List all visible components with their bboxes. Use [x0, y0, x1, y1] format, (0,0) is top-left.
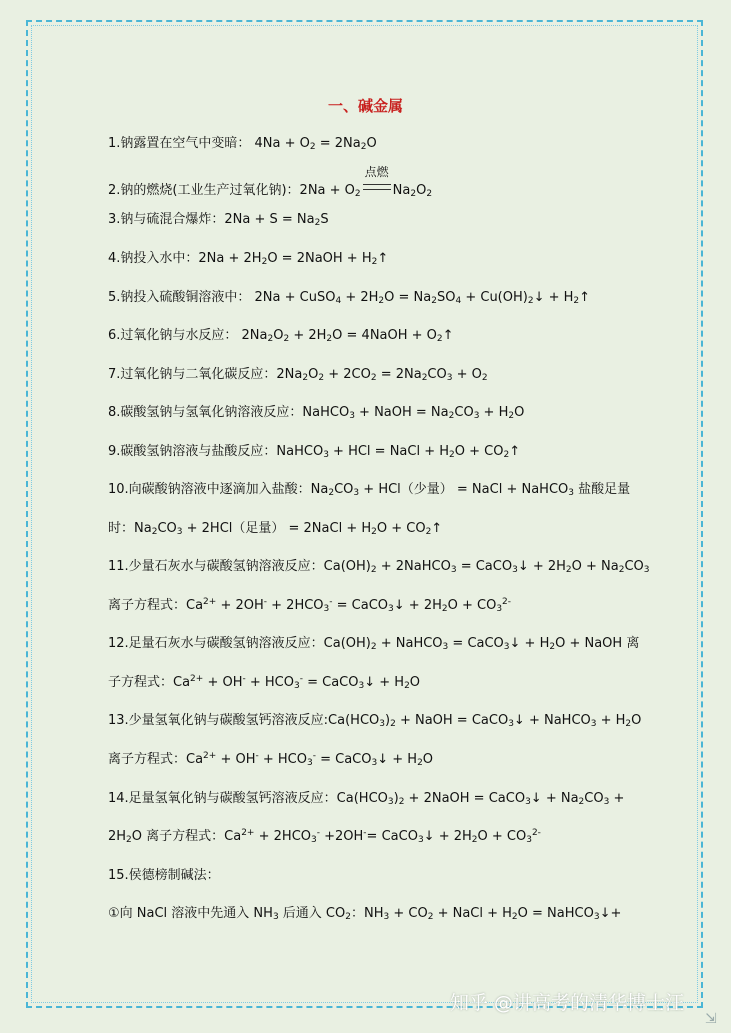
equation-line-9: 9.碳酸氢钠溶液与盐酸反应：NaHCO$_3$ + HCl = NaCl + $H_2O$ + $CO_2↑$: [108, 444, 521, 460]
equation-line-8: 8.碳酸氢钠与氢氧化钠溶液反应：NaHCO$_3$ + NaOH = $Na_2CO_3 + H_2O$: [108, 405, 525, 421]
watermark: 知乎 @讲高考的清华博士汪: [450, 992, 685, 1014]
ionic-equation-line-14: $2H_2O$ 离子方程式：$Ca^{2+} + 2HCO_3^- +2OH^-=$ CaCO$_3$↓ + $2H_2O + CO_3^{2-}$: [108, 828, 541, 845]
ionic-equation-line-13: 离子方程式：$Ca^{2+} + OH^- + HCO_3^-$ = CaCO$_3$↓ + $H_2O$: [108, 751, 434, 768]
ionic-equation-line-12: 子方程式：$Ca^{2+} + OH^- + HCO_3^-$ = CaCO$_3$↓ + $H_2O$: [108, 674, 421, 691]
equation-line-3: 3.钠与硫混合爆炸：$2Na + S = Na_2S$: [108, 212, 329, 228]
equation-line-2: 2.钠的燃烧(工业生产过氧化钠)：$2Na + O_2$ 点燃 $Na_2O_2$: [108, 165, 433, 199]
equation-line-5: 5.钠投入硫酸铜溶液中： 2Na + CuSO$_4$ + $2H_2O = Na_2SO_4$ + $Cu(OH)_2↓$ + $H_2↑$: [108, 290, 591, 306]
equation-line-11: 11.少量石灰水与碳酸氢钠溶液反应：$Ca(OH)_2$ + 2NaHCO$_3$ = CaCO$_3$↓ + $2H_2O + Na_2CO_3$: [108, 559, 650, 575]
equation-line-15-step1: ①向 NaCl 溶液中先通入 $NH_3$ 后通入 $CO_2$：$NH_3 + CO_2$ + NaCl + $H_2O$ = NaHCO$_3$↓+: [108, 906, 622, 922]
equation-line-15: 15.侯德榜制碱法：: [108, 868, 220, 883]
section-title: 一、碱金属: [327, 97, 403, 115]
equation-line-14: 14.足量氢氧化钠与碳酸氢钙溶液反应：$Ca(HCO_3)_2$ + 2NaOH = CaCO$_3$↓ + $Na_2CO_3$ +: [108, 791, 625, 807]
equation-line-12: 12.足量石灰水与碳酸氢钠溶液反应：$Ca(OH)_2$ + NaHCO$_3$ = CaCO$_3$↓ + $H_2O$ + NaOH 离: [108, 636, 640, 652]
equation-line-7: 7.过氧化钠与二氧化碳反应：$2Na_2O_2 + 2CO_2 = 2Na_2CO_3 + O_2$: [108, 367, 488, 383]
equation-line-13: 13.少量氢氧化钠与碳酸氢钙溶液反应$:Ca(HCO_3)_2$ + NaOH = CaCO$_3$↓ + NaHCO$_3$ + $H_2O$: [108, 713, 642, 729]
equation-line-10: 10.向碳酸钠溶液中逐滴加入盐酸：$Na_2CO_3 + HCl$（少量） = NaCl + NaHCO$_3$ 盐酸足量: [108, 482, 631, 498]
expand-icon[interactable]: ⇲: [705, 1011, 717, 1027]
equation-line-1: 1.钠露置在空气中变暗： $4Na + O_2 = 2Na_2O$: [108, 136, 377, 152]
ionic-equation-line-11: 离子方程式：$Ca^{2+} + 2OH^- + 2HCO_3^-$ = CaCO$_3$↓ + $2H_2O + CO_3^{2-}$: [108, 597, 512, 614]
equation-line-6: 6.过氧化钠与水反应： $2Na_2O_2 + 2H_2O$ = 4NaOH + $O_2↑$: [108, 328, 454, 344]
equation-line-4: 4.钠投入水中：$2Na + 2H_2O$ = 2NaOH + $H_2↑$: [108, 251, 389, 267]
equation-line-10-cont: 时：$Na_2CO_3 + 2HCl$（足量） = 2NaCl + $H_2O$ + $CO_2↑$: [108, 521, 443, 537]
reaction-condition: 点燃: [361, 178, 393, 194]
